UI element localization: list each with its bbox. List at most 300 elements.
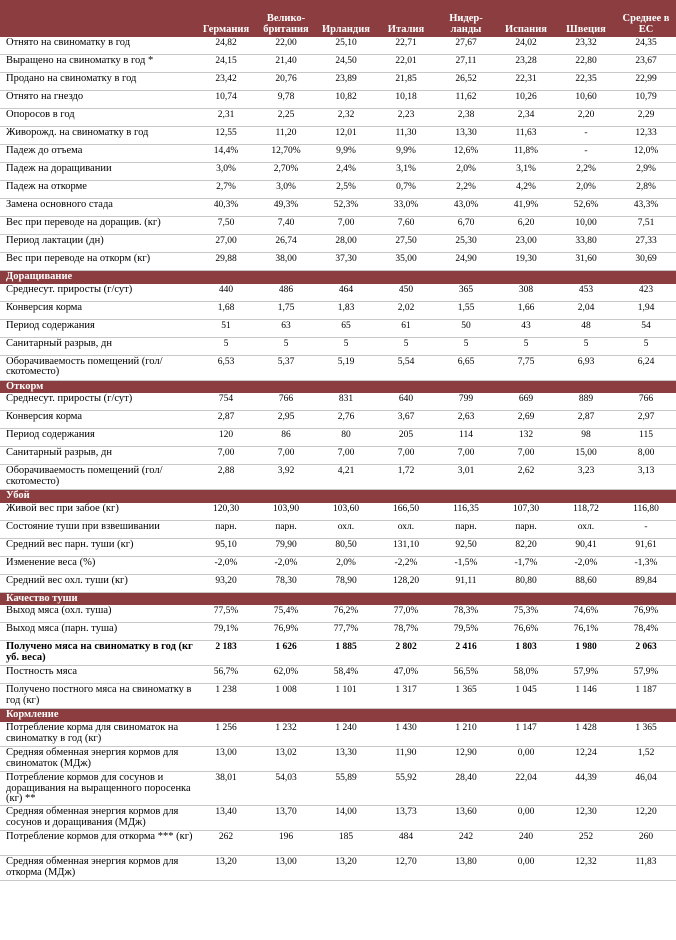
value-cell: 50 <box>436 319 496 337</box>
value-cell: 766 <box>256 393 316 411</box>
value-cell: 5 <box>616 337 676 355</box>
table-row <box>0 641 676 666</box>
value-cell: 13,00 <box>196 746 256 771</box>
value-cell: 22,31 <box>496 73 556 91</box>
value-cell: 1 885 <box>316 641 376 666</box>
value-cell: 92,50 <box>436 538 496 556</box>
table-row <box>0 538 676 556</box>
table-row <box>0 465 676 490</box>
value-cell: 12,55 <box>196 127 256 145</box>
table-row <box>0 411 676 429</box>
value-cell: 2,25 <box>256 109 316 127</box>
value-cell: 12,24 <box>556 746 616 771</box>
row-label: Оборачиваемость помещений (гол/скотоместо) <box>0 355 196 380</box>
value-cell: 2,70% <box>256 163 316 181</box>
row-label: Падеж до отъема <box>0 145 196 163</box>
value-cell: 13,20 <box>196 855 256 880</box>
value-cell: 2,95 <box>256 411 316 429</box>
value-cell: 78,3% <box>436 605 496 623</box>
value-cell: 6,93 <box>556 355 616 380</box>
value-cell: 3,01 <box>436 465 496 490</box>
value-cell: 58,4% <box>316 666 376 684</box>
value-cell: 2,97 <box>616 411 676 429</box>
value-cell: 91,11 <box>436 574 496 592</box>
value-cell: 1 626 <box>256 641 316 666</box>
value-cell: 2,7% <box>196 181 256 199</box>
value-cell: 1 240 <box>316 722 376 747</box>
value-cell: 26,74 <box>256 235 316 253</box>
value-cell: 3,23 <box>556 465 616 490</box>
value-cell: 120,30 <box>196 503 256 521</box>
value-cell: 196 <box>256 830 316 855</box>
value-cell: 423 <box>616 284 676 302</box>
value-cell: 98 <box>556 429 616 447</box>
table-row <box>0 109 676 127</box>
value-cell: 2 183 <box>196 641 256 666</box>
row-label: Потребление кормов для сосунов и доращивания на выращенного поросенка (кг) ** <box>0 771 196 805</box>
value-cell: 22,99 <box>616 73 676 91</box>
table-row <box>0 37 676 55</box>
value-cell: 78,4% <box>616 623 676 641</box>
value-cell: 116,35 <box>436 503 496 521</box>
value-cell: 9,9% <box>316 145 376 163</box>
value-cell: 57,9% <box>556 666 616 684</box>
value-cell: 0,00 <box>496 855 556 880</box>
value-cell: 5 <box>376 337 436 355</box>
value-cell: 77,7% <box>316 623 376 641</box>
value-cell: 52,6% <box>556 199 616 217</box>
value-cell: 1,75 <box>256 301 316 319</box>
value-cell: 2,29 <box>616 109 676 127</box>
row-label: Падеж на доращивании <box>0 163 196 181</box>
value-cell: 43,3% <box>616 199 676 217</box>
value-cell: 79,1% <box>196 623 256 641</box>
value-cell: 20,76 <box>256 73 316 91</box>
value-cell: 76,9% <box>256 623 316 641</box>
value-cell: 13,30 <box>316 746 376 771</box>
value-cell: 29,88 <box>196 253 256 271</box>
value-cell: 242 <box>436 830 496 855</box>
row-label: Вес при переводе на доращив. (кг) <box>0 217 196 235</box>
value-cell: - <box>556 127 616 145</box>
row-label: Потребление кормов для откорма *** (кг) <box>0 830 196 855</box>
value-cell: 21,85 <box>376 73 436 91</box>
value-cell: 88,60 <box>556 574 616 592</box>
value-cell: 10,79 <box>616 91 676 109</box>
value-cell: 11,8% <box>496 145 556 163</box>
row-label: Продано на свиноматку в год <box>0 73 196 91</box>
value-cell: парн. <box>196 520 256 538</box>
value-cell: 5 <box>196 337 256 355</box>
value-cell: 103,60 <box>316 503 376 521</box>
value-cell: 5 <box>256 337 316 355</box>
row-label: Средняя обменная энергия кормов для сосунов и доращивания (МДж) <box>0 805 196 830</box>
value-cell: 12,70% <box>256 145 316 163</box>
value-cell: 2,34 <box>496 109 556 127</box>
value-cell: 1 008 <box>256 684 316 709</box>
table-row <box>0 163 676 181</box>
table-row <box>0 319 676 337</box>
table-row <box>0 145 676 163</box>
row-label: Вес при переводе на откорм (кг) <box>0 253 196 271</box>
table-row <box>0 805 676 830</box>
row-label: Конверсия корма <box>0 301 196 319</box>
value-cell: 7,00 <box>256 447 316 465</box>
value-cell: 23,89 <box>316 73 376 91</box>
value-cell: 47,0% <box>376 666 436 684</box>
row-label: Живорожд. на свиноматку в год <box>0 127 196 145</box>
value-cell: 2 416 <box>436 641 496 666</box>
table-row <box>0 855 676 880</box>
value-cell: 13,80 <box>436 855 496 880</box>
value-cell: 22,01 <box>376 55 436 73</box>
value-cell: 0,00 <box>496 746 556 771</box>
value-cell: 22,04 <box>496 771 556 805</box>
table-row <box>0 830 676 855</box>
value-cell: 308 <box>496 284 556 302</box>
value-cell: 95,10 <box>196 538 256 556</box>
value-cell: 27,00 <box>196 235 256 253</box>
value-cell: 3,0% <box>256 181 316 199</box>
value-cell: 0,00 <box>496 805 556 830</box>
value-cell: 11,20 <box>256 127 316 145</box>
value-cell: 24,15 <box>196 55 256 73</box>
value-cell: 5 <box>436 337 496 355</box>
value-cell: 58,0% <box>496 666 556 684</box>
value-cell: 23,67 <box>616 55 676 73</box>
row-label: Санитарный разрыв, дн <box>0 337 196 355</box>
value-cell: 1 238 <box>196 684 256 709</box>
table-row <box>0 520 676 538</box>
section-header <box>0 271 676 284</box>
row-label: Период содержания <box>0 429 196 447</box>
row-label: Замена основного стада <box>0 199 196 217</box>
value-cell: 56,7% <box>196 666 256 684</box>
value-cell: 120 <box>196 429 256 447</box>
table-row <box>0 503 676 521</box>
value-cell: 23,32 <box>556 37 616 55</box>
value-cell: 77,5% <box>196 605 256 623</box>
value-cell: 1 045 <box>496 684 556 709</box>
value-cell: 1 317 <box>376 684 436 709</box>
value-cell: 22,00 <box>256 37 316 55</box>
value-cell: 40,3% <box>196 199 256 217</box>
value-cell: 5 <box>496 337 556 355</box>
value-cell: 7,00 <box>316 217 376 235</box>
section-header <box>0 490 676 503</box>
value-cell: 6,24 <box>616 355 676 380</box>
value-cell: 76,6% <box>496 623 556 641</box>
value-cell: 79,5% <box>436 623 496 641</box>
value-cell: 21,40 <box>256 55 316 73</box>
table-row <box>0 623 676 641</box>
table-row <box>0 217 676 235</box>
value-cell: 12,70 <box>376 855 436 880</box>
value-cell: 2,69 <box>496 411 556 429</box>
value-cell: 766 <box>616 393 676 411</box>
section-header <box>0 592 676 605</box>
value-cell: 128,20 <box>376 574 436 592</box>
value-cell: 79,90 <box>256 538 316 556</box>
row-label: Средняя обменная энергия кормов для откорма (МДж) <box>0 855 196 880</box>
section-title: Кормление <box>0 709 676 722</box>
value-cell: 669 <box>496 393 556 411</box>
value-cell: 9,9% <box>376 145 436 163</box>
value-cell: 1 365 <box>616 722 676 747</box>
value-cell: 4,2% <box>496 181 556 199</box>
value-cell: 86 <box>256 429 316 447</box>
header-cell-italy: Италия <box>376 0 436 37</box>
value-cell: -1,7% <box>496 556 556 574</box>
value-cell: 30,69 <box>616 253 676 271</box>
value-cell: 13,70 <box>256 805 316 830</box>
value-cell: 43 <box>496 319 556 337</box>
value-cell: 25,10 <box>316 37 376 55</box>
value-cell: 486 <box>256 284 316 302</box>
row-label: Конверсия корма <box>0 411 196 429</box>
value-cell: 1 256 <box>196 722 256 747</box>
value-cell: 91,61 <box>616 538 676 556</box>
value-cell: 1,72 <box>376 465 436 490</box>
value-cell: 5,54 <box>376 355 436 380</box>
value-cell: 11,90 <box>376 746 436 771</box>
row-label: Опоросов в год <box>0 109 196 127</box>
value-cell: 65 <box>316 319 376 337</box>
value-cell: 889 <box>556 393 616 411</box>
value-cell: 2,02 <box>376 301 436 319</box>
value-cell: 76,9% <box>616 605 676 623</box>
section-title: Качество туши <box>0 592 676 605</box>
value-cell: 2,04 <box>556 301 616 319</box>
value-cell: 6,70 <box>436 217 496 235</box>
value-cell: 4,21 <box>316 465 376 490</box>
row-label: Отнято на свиноматку в год <box>0 37 196 55</box>
table-row <box>0 199 676 217</box>
value-cell: 1 232 <box>256 722 316 747</box>
value-cell: 61 <box>376 319 436 337</box>
value-cell: 185 <box>316 830 376 855</box>
value-cell: 78,7% <box>376 623 436 641</box>
value-cell: 38,00 <box>256 253 316 271</box>
value-cell: 41,9% <box>496 199 556 217</box>
table-row <box>0 253 676 271</box>
row-label: Потребление корма для свиноматок на свиноматку в год (кг) <box>0 722 196 747</box>
value-cell: 28,00 <box>316 235 376 253</box>
value-cell: 1,52 <box>616 746 676 771</box>
value-cell: 27,50 <box>376 235 436 253</box>
value-cell: -2,0% <box>196 556 256 574</box>
row-label: Отнято на гнездо <box>0 91 196 109</box>
row-label: Выход мяса (парн. туша) <box>0 623 196 641</box>
value-cell: 13,30 <box>436 127 496 145</box>
value-cell: 28,40 <box>436 771 496 805</box>
value-cell: 2,31 <box>196 109 256 127</box>
value-cell: 80,80 <box>496 574 556 592</box>
value-cell: 12,90 <box>436 746 496 771</box>
value-cell: 89,84 <box>616 574 676 592</box>
value-cell: 2 802 <box>376 641 436 666</box>
value-cell: 7,50 <box>196 217 256 235</box>
value-cell: 1 980 <box>556 641 616 666</box>
value-cell: -2,2% <box>376 556 436 574</box>
value-cell: 2,63 <box>436 411 496 429</box>
header-cell-eu-average: Среднее в ЕС <box>616 0 676 37</box>
value-cell: 1 146 <box>556 684 616 709</box>
value-cell: 13,40 <box>196 805 256 830</box>
value-cell: 23,28 <box>496 55 556 73</box>
value-cell: 11,62 <box>436 91 496 109</box>
value-cell: 484 <box>376 830 436 855</box>
value-cell: 1,83 <box>316 301 376 319</box>
value-cell: 114 <box>436 429 496 447</box>
value-cell: 7,00 <box>496 447 556 465</box>
value-cell: 27,11 <box>436 55 496 73</box>
value-cell: 63 <box>256 319 316 337</box>
table-row <box>0 605 676 623</box>
value-cell: 24,35 <box>616 37 676 55</box>
table-row <box>0 771 676 805</box>
value-cell: 10,60 <box>556 91 616 109</box>
row-label: Выход мяса (охл. туша) <box>0 605 196 623</box>
value-cell: 3,1% <box>376 163 436 181</box>
value-cell: 24,90 <box>436 253 496 271</box>
value-cell: 55,89 <box>316 771 376 805</box>
value-cell: 15,00 <box>556 447 616 465</box>
table-row <box>0 393 676 411</box>
value-cell: 24,82 <box>196 37 256 55</box>
value-cell: 13,00 <box>256 855 316 880</box>
table-row <box>0 556 676 574</box>
value-cell: 262 <box>196 830 256 855</box>
value-cell: охл. <box>316 520 376 538</box>
value-cell: 13,73 <box>376 805 436 830</box>
table-row <box>0 301 676 319</box>
value-cell: 7,00 <box>436 447 496 465</box>
value-cell: 10,00 <box>556 217 616 235</box>
value-cell: парн. <box>496 520 556 538</box>
value-cell: 2,38 <box>436 109 496 127</box>
value-cell: 31,60 <box>556 253 616 271</box>
row-label: Выращено на свиноматку в год * <box>0 55 196 73</box>
section-header <box>0 709 676 722</box>
value-cell: 38,01 <box>196 771 256 805</box>
table-row <box>0 429 676 447</box>
value-cell: 13,60 <box>436 805 496 830</box>
value-cell: 49,3% <box>256 199 316 217</box>
header-cell-netherlands: Нидер-ланды <box>436 0 496 37</box>
table-row <box>0 666 676 684</box>
value-cell: 1,55 <box>436 301 496 319</box>
value-cell: -1,5% <box>436 556 496 574</box>
value-cell: 5,19 <box>316 355 376 380</box>
value-cell: 2,4% <box>316 163 376 181</box>
value-cell: 7,40 <box>256 217 316 235</box>
value-cell: 25,30 <box>436 235 496 253</box>
value-cell: 77,0% <box>376 605 436 623</box>
value-cell: 5 <box>556 337 616 355</box>
value-cell: 52,3% <box>316 199 376 217</box>
value-cell: 7,51 <box>616 217 676 235</box>
value-cell: 46,04 <box>616 771 676 805</box>
value-cell: 22,80 <box>556 55 616 73</box>
value-cell: - <box>616 520 676 538</box>
value-cell: 3,13 <box>616 465 676 490</box>
value-cell: 12,01 <box>316 127 376 145</box>
value-cell: 93,20 <box>196 574 256 592</box>
value-cell: 75,3% <box>496 605 556 623</box>
value-cell: 115 <box>616 429 676 447</box>
value-cell: 166,50 <box>376 503 436 521</box>
value-cell: 2,2% <box>556 163 616 181</box>
value-cell: 0,7% <box>376 181 436 199</box>
table-row <box>0 574 676 592</box>
section-header <box>0 380 676 393</box>
value-cell: 132 <box>496 429 556 447</box>
value-cell: 450 <box>376 284 436 302</box>
table-row <box>0 235 676 253</box>
value-cell: 1,66 <box>496 301 556 319</box>
value-cell: 131,10 <box>376 538 436 556</box>
value-cell: 116,80 <box>616 503 676 521</box>
value-cell: 26,52 <box>436 73 496 91</box>
value-cell: 831 <box>316 393 376 411</box>
value-cell: 3,67 <box>376 411 436 429</box>
value-cell: 12,0% <box>616 145 676 163</box>
value-cell: 8,00 <box>616 447 676 465</box>
table-row <box>0 284 676 302</box>
value-cell: 14,4% <box>196 145 256 163</box>
value-cell: 205 <box>376 429 436 447</box>
value-cell: 11,30 <box>376 127 436 145</box>
value-cell: 48 <box>556 319 616 337</box>
value-cell: 6,20 <box>496 217 556 235</box>
header-cell-spain: Испания <box>496 0 556 37</box>
value-cell: 13,02 <box>256 746 316 771</box>
value-cell: 7,00 <box>376 447 436 465</box>
row-label: Изменение веса (%) <box>0 556 196 574</box>
value-cell: 252 <box>556 830 616 855</box>
value-cell: 2,32 <box>316 109 376 127</box>
value-cell: парн. <box>256 520 316 538</box>
table-row <box>0 355 676 380</box>
section-title: Откорм <box>0 380 676 393</box>
header-row <box>0 0 676 37</box>
value-cell: 54 <box>616 319 676 337</box>
value-cell: 56,5% <box>436 666 496 684</box>
value-cell: 10,82 <box>316 91 376 109</box>
value-cell: 33,80 <box>556 235 616 253</box>
row-label: Санитарный разрыв, дн <box>0 447 196 465</box>
value-cell: 43,0% <box>436 199 496 217</box>
value-cell: -2,0% <box>556 556 616 574</box>
value-cell: 1 187 <box>616 684 676 709</box>
value-cell: 3,1% <box>496 163 556 181</box>
value-cell: 14,00 <box>316 805 376 830</box>
value-cell: 6,53 <box>196 355 256 380</box>
value-cell: 22,35 <box>556 73 616 91</box>
header-cell-ireland: Ирландия <box>316 0 376 37</box>
row-label: Постность мяса <box>0 666 196 684</box>
table-row <box>0 181 676 199</box>
header-cell-germany: Германия <box>196 0 256 37</box>
value-cell: 7,00 <box>316 447 376 465</box>
value-cell: 2,87 <box>196 411 256 429</box>
value-cell: 365 <box>436 284 496 302</box>
value-cell: 118,72 <box>556 503 616 521</box>
value-cell: 1,68 <box>196 301 256 319</box>
value-cell: 9,78 <box>256 91 316 109</box>
table-row <box>0 91 676 109</box>
